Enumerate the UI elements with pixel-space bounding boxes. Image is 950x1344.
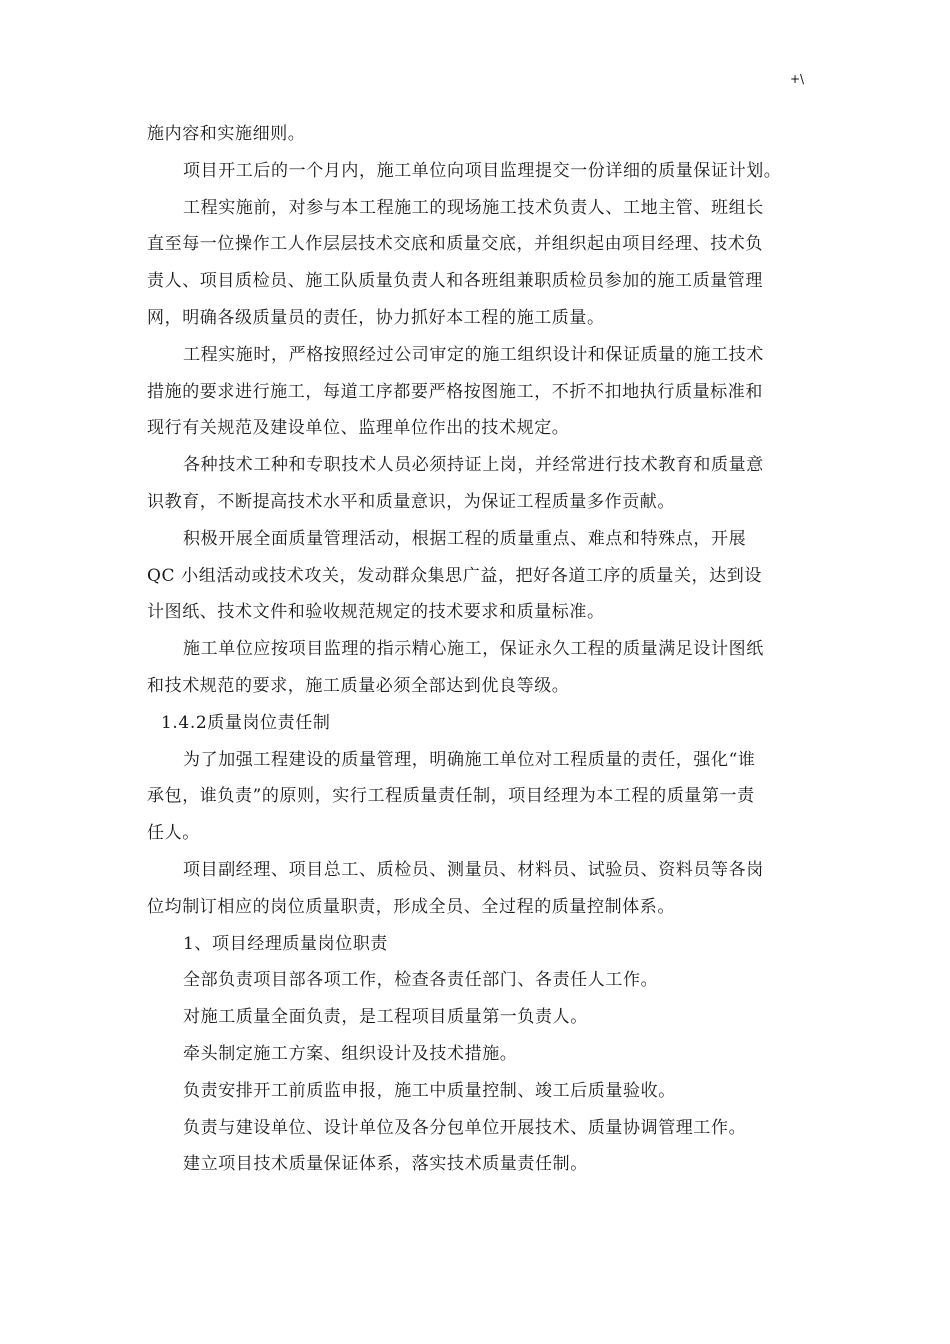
paragraph-line: 施内容和实施细则。 <box>147 124 306 144</box>
paragraph-line: 为了加强工程建设的质量管理，明确施工单位对工程质量的责任，强化“谁 <box>183 749 756 770</box>
paragraph-line: 计图纸、技术文件和验收规范规定的技术要求和质量标准。 <box>147 602 605 623</box>
list-item: 对施工质量全面负责，是工程项目质量第一负责人。 <box>183 1007 588 1028</box>
list-item: 建立项目技术质量保证体系，落实技术质量责任制。 <box>183 1154 588 1175</box>
paragraph-line: 识教育，不断提高技术水平和质量意识，为保证工程质量多作贡献。 <box>147 491 675 512</box>
paragraph-line: QC 小组活动或技术攻关，发动群众集思广益，把好各道工序的质量关，达到设 <box>147 565 762 586</box>
paragraph-line: 工程实施时，严格按照经过公司审定的施工组织设计和保证质量的施工技术 <box>183 344 764 365</box>
paragraph-line: 项目副经理、项目总工、质检员、测量员、材料员、试验员、资料员等各岗 <box>183 859 764 880</box>
paragraph-line: 网，明确各级质量员的责任，协力抓好本工程的施工质量。 <box>147 307 605 328</box>
section-heading: 1.4.2质量岗位责任制 <box>161 712 331 733</box>
paragraph-line: 施工单位应按项目监理的指示精心施工，保证永久工程的质量满足设计图纸 <box>183 639 764 660</box>
list-item: 全部负责项目部各项工作，检查各责任部门、各责任人工作。 <box>183 970 659 991</box>
paragraph-line: 承包，谁负责”的原则，实行工程质量责任制，项目经理为本工程的质量第一责 <box>147 786 755 807</box>
list-item: 负责与建设单位、设计单位及各分包单位开展技术、质量协调管理工作。 <box>183 1117 747 1138</box>
page-mark: +\ <box>790 72 805 86</box>
list-item: 牵头制定施工方案、组织设计及技术措施。 <box>183 1043 518 1064</box>
paragraph-line: 直至每一位操作工人作层层技术交底和质量交底，并组织起由项目经理、技术负 <box>147 234 763 255</box>
subsection-heading: 1、项目经理质量岗位职责 <box>183 933 389 954</box>
paragraph-line: 项目开工后的一个月内，施工单位向项目监理提交一份详细的质量保证计划。 <box>183 160 782 181</box>
paragraph-line: 和技术规范的要求，施工质量必须全部达到优良等级。 <box>147 675 570 696</box>
list-item: 负责安排开工前质监申报，施工中质量控制、竣工后质量验收。 <box>183 1080 676 1101</box>
paragraph-line: 工程实施前，对参与本工程施工的现场施工技术负责人、工地主管、班组长 <box>183 197 764 218</box>
paragraph-line: 任人。 <box>147 823 200 844</box>
paragraph-line: 现行有关规范及建设单位、监理单位作出的技术规定。 <box>147 418 570 439</box>
document-body <box>147 116 807 1183</box>
paragraph-line: 责人、项目质检员、施工队质量负责人和各班组兼职质检员参加的施工质量管理 <box>147 271 763 292</box>
paragraph-line: 各种技术工种和专职技术人员必须持证上岗，并经常进行技术教育和质量意 <box>183 455 764 476</box>
paragraph-line: 积极开展全面质量管理活动，根据工程的质量重点、难点和特殊点，开展 <box>183 528 747 549</box>
paragraph-line: 位均制订相应的岗位质量职责，形成全员、全过程的质量控制体系。 <box>147 896 675 917</box>
paragraph-line: 措施的要求进行施工，每道工序都要严格按图施工，不折不扣地执行质量标准和 <box>147 381 763 402</box>
